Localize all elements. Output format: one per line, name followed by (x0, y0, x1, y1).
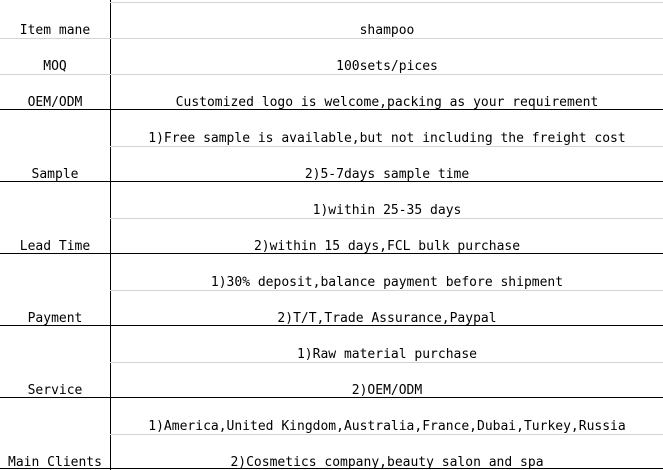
row-value: 2)within 15 days,FCL bulk purchase (253, 239, 521, 254)
row-divider (110, 2, 663, 3)
row-value: Customized logo is welcome,packing as your requirement (175, 95, 599, 110)
sub-row-divider (110, 290, 663, 291)
row-label: OEM/ODM (27, 95, 83, 110)
row-value: 100sets/pices (336, 59, 438, 74)
row-value: 1)America,United Kingdom,Australia,France,Dubai,Turkey,Russia (148, 419, 626, 434)
sub-row-divider (110, 434, 663, 435)
sub-row-divider (110, 362, 663, 363)
row-label: MOQ (43, 59, 67, 74)
row-value: 2)Cosmetics company,beauty salon and spa (230, 455, 544, 470)
row-label: Payment (27, 311, 83, 326)
row-value: 1)within 25-35 days (312, 203, 462, 218)
row-label: Service (27, 383, 83, 398)
row-value: 1)30% deposit,balance payment before shipment (210, 275, 564, 290)
row-label: Sample (31, 167, 79, 182)
row-divider (0, 38, 663, 39)
row-label: Item mane (19, 23, 91, 38)
row-label: Main Clients (8, 455, 102, 470)
row-value: shampoo (359, 23, 415, 38)
sub-row-divider (110, 218, 663, 219)
row-divider (0, 74, 663, 75)
row-value: 2)T/T,Trade Assurance,Paypal (277, 311, 497, 326)
sub-row-divider (110, 146, 663, 147)
row-value: 1)Free sample is available,but not including the freight cost (148, 131, 626, 146)
row-value: 1)Raw material purchase (296, 347, 477, 362)
row-value: 2)OEM/ODM (351, 383, 423, 398)
row-value: 2)5-7days sample time (304, 167, 470, 182)
row-label: Lead Time (19, 239, 91, 254)
